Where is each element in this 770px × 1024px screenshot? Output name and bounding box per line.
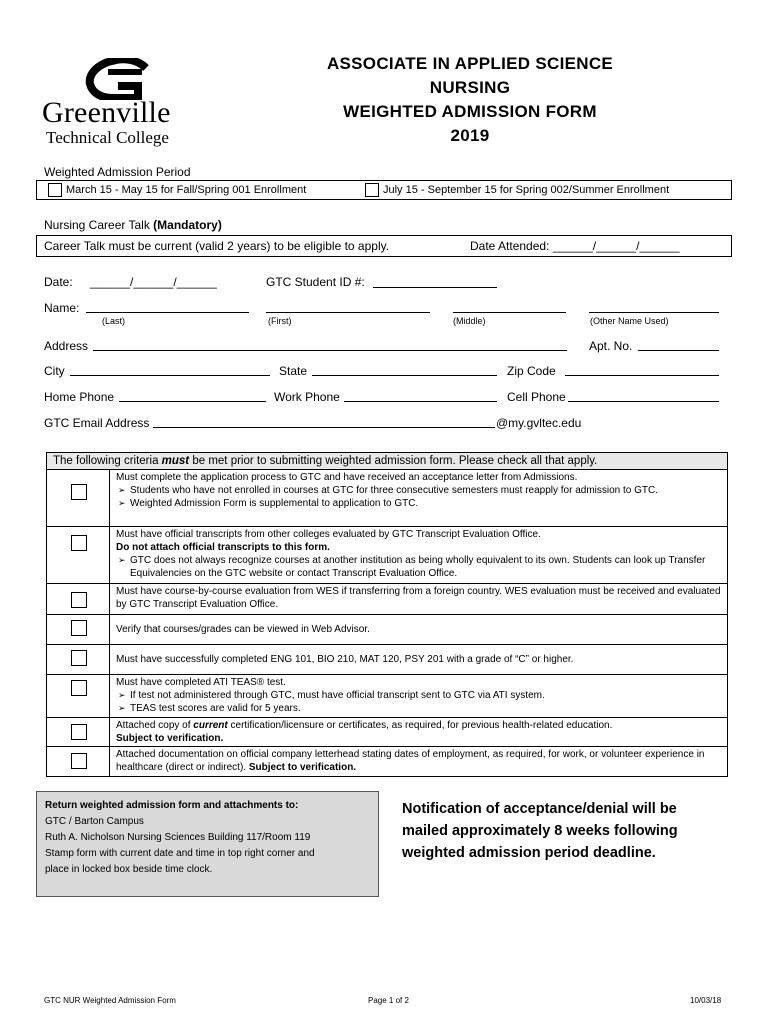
criteria-certification-pre: Attached copy of [116,720,194,731]
date-field[interactable]: ______/______/______ [90,275,217,289]
criteria-courses-text: Must have successfully completed ENG 101, BIO 210, MAT 120, PSY 201 with a grade of “C” or higher. [116,654,574,665]
criteria-row-courses [47,645,727,675]
cell-phone-label: Cell Phone [507,390,566,404]
zip-label: Zip Code [507,364,556,378]
first-name-field[interactable] [266,312,430,313]
criteria-application-text: Must complete the application process to GTC and have received an acceptance letter from Admissions. [116,472,578,483]
email-domain: @my.gvltec.edu [496,416,582,430]
zip-field[interactable] [565,375,719,376]
criteria-row-certification [47,718,727,747]
return-line-3: Stamp form with current date and time in top right corner and [45,848,315,859]
criteria-wes-checkbox[interactable] [71,592,87,608]
city-label: City [44,364,65,378]
criteria-table [46,452,728,777]
email-label: GTC Email Address [44,416,150,430]
criteria-row-teas [47,675,727,718]
last-name-field[interactable] [86,312,249,313]
criteria-certification-current: current [193,720,228,731]
student-id-label: GTC Student ID #: [266,275,365,289]
criteria-teas-bullet-2: ➢ TEAS test scores are valid for 5 years. [116,702,723,715]
first-name-caption: (First) [268,316,292,326]
middle-name-field[interactable] [453,312,566,313]
logo-name: Greenville [42,96,171,129]
last-name-caption: (Last) [102,316,126,326]
criteria-application-bullet-1: ➢ Students who have not enrolled in courses at GTC for three consecutive semesters must reapply for admission to GTC. [116,484,723,497]
apt-label: Apt. No. [589,339,633,353]
footer-date: 10/03/18 [690,996,722,1005]
student-id-field[interactable] [373,287,497,288]
criteria-application-checkbox[interactable] [71,484,87,500]
home-phone-field[interactable] [119,401,266,402]
criteria-application-bullet-2: ➢ Weighted Admission Form is supplemental to application to GTC. [116,497,723,510]
career-talk-title: Nursing Career Talk [44,218,154,232]
criteria-certification-checkbox[interactable] [71,724,87,740]
state-field[interactable] [312,375,497,376]
career-talk-text: Career Talk must be current (valid 2 years) to be eligible to apply. [44,239,390,253]
return-line-1: GTC / Barton Campus [45,816,144,827]
career-talk-mandatory: (Mandatory) [153,218,222,232]
criteria-web-advisor-checkbox[interactable] [71,620,87,636]
criteria-teas-text: Must have completed ATI TEAS® test. [116,677,286,688]
title-line-2: NURSING [429,78,511,97]
period-option-1-checkbox[interactable] [48,183,62,197]
state-label: State [279,364,308,378]
return-line-4: place in locked box beside time clock. [45,864,213,875]
criteria-certification-verify: Subject to verification. [116,733,224,744]
criteria-row-transcripts [47,527,727,584]
email-field[interactable] [153,427,495,428]
city-field[interactable] [70,375,270,376]
return-heading: Return weighted admission form and attachments to: [45,800,299,811]
period-heading: Weighted Admission Period [44,165,191,179]
criteria-transcripts-checkbox[interactable] [71,535,87,551]
work-phone-field[interactable] [344,401,497,402]
date-label: Date: [44,275,73,289]
criteria-employment-checkbox[interactable] [71,753,87,769]
criteria-teas-checkbox[interactable] [71,680,87,696]
period-option-1-label: March 15 - May 15 for Fall/Spring 001 Enrollment [66,184,307,196]
date-attended-field[interactable]: Date Attended: ______/______/______ [470,239,680,253]
period-option-2-label: July 15 - September 15 for Spring 002/Summer Enrollment [383,184,670,196]
criteria-row-web-advisor [47,615,727,645]
title-line-3: WEIGHTED ADMISSION FORM [343,102,597,121]
home-phone-label: Home Phone [44,390,115,404]
title-line-1: ASSOCIATE IN APPLIED SCIENCE [326,54,614,73]
footer-page-number: Page 1 of 2 [368,996,409,1005]
return-instructions-box [36,791,379,897]
criteria-transcripts-text: Must have official transcripts from other colleges evaluated by GTC Transcript Evaluation Office. [116,529,541,540]
logo-g-mark-icon [78,58,158,100]
criteria-courses-checkbox[interactable] [71,650,87,666]
criteria-row-wes [47,584,727,615]
criteria-header-pre: The following criteria [53,455,162,467]
criteria-employment-text: Attached documentation on official company letterhead stating dates of employment, as required, for work, or volunteer experience in healthcare (direct or indirect). [116,749,705,773]
apt-field[interactable] [638,350,719,351]
criteria-web-advisor-text: Verify that courses/grades can be viewed in Web Advisor. [116,624,370,635]
criteria-employment-verify: Subject to verification. [248,762,357,773]
criteria-wes-text: Must have course-by-course evaluation from WES if transferring from a foreign country. WES evaluation must be received and evaluated by GTC Transcript Evaluation Office. [116,586,721,610]
other-name-field[interactable] [589,312,719,313]
notification-text: Notification of acceptance/denial will be mailed approximately 8 weeks following weighted admission period deadline. [402,801,678,861]
work-phone-label: Work Phone [274,390,340,404]
criteria-row-employment [47,747,727,776]
title-line-4: 2019 [450,126,490,145]
criteria-header-post: be met prior to submitting weighted admission form. Please check all that apply. [189,455,598,467]
address-field[interactable] [93,350,567,351]
criteria-teas-bullet-1: ➢ If test not administered through GTC, must have official transcript sent to GTC via ATI system. [116,689,723,702]
criteria-transcripts-warning: Do not attach official transcripts to this form. [116,542,330,553]
criteria-certification-post: certification/licensure or certificates, as required, for previous health-related education. [227,720,613,731]
criteria-header-must: must [161,455,190,467]
criteria-transcripts-bullet-1: ➢ GTC does not always recognize courses at another institution as being wholly equivalent to its own. Students can look up Transfer Equivalencies on the GTC website or contact Transcript Evaluation Office. [116,554,723,580]
address-label: Address [44,339,89,353]
period-box [36,180,732,200]
middle-name-caption: (Middle) [453,316,486,326]
other-name-caption: (Other Name Used) [590,316,669,326]
criteria-row-application [47,470,727,527]
career-talk-box [36,235,732,257]
college-logo [40,58,210,148]
footer-form-name: GTC NUR Weighted Admission Form [44,996,176,1005]
criteria-header [47,453,727,470]
period-option-2-checkbox[interactable] [365,183,379,197]
name-label: Name: [44,301,80,315]
return-line-2: Ruth A. Nicholson Nursing Sciences Building 117/Room 119 [45,832,311,843]
career-talk-heading [44,218,222,232]
logo-subtitle: Technical College [46,128,169,147]
cell-phone-field[interactable] [568,401,719,402]
form-title [290,52,650,148]
